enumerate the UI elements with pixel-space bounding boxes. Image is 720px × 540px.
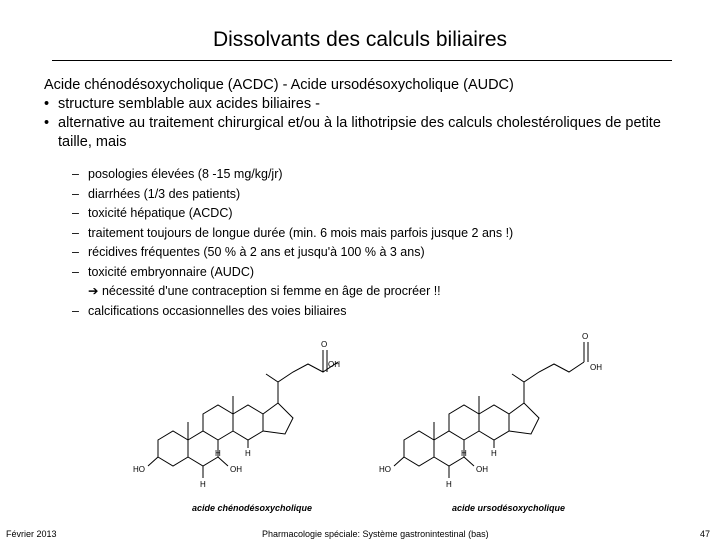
atom-label: OH [476,465,488,474]
footer-date: Février 2013 [6,529,57,539]
dash-icon: – [72,245,79,259]
arrow-icon: ➔ [88,284,99,298]
bullet-item [44,95,694,114]
list-item [72,243,672,263]
bullet-icon: • [44,115,50,131]
bullet-text: alternative au traitement chirurgical et/ou à la lithotripsie des calculs cholestéroliques de petite taille, mais [58,115,661,150]
continuation-text: nécessité d'une contraception si femme en âge de procréer !! [101,284,441,298]
list-item-text: posologies élevées (8 -15 mg/kg/jr) [88,167,283,181]
list-item-text: diarrhées (1/3 des patients) [88,186,241,201]
dash-icon: – [72,206,79,220]
atom-label: HO [379,465,391,474]
list-item [72,263,672,283]
dash-icon: – [72,264,79,279]
list-item-text: traitement toujours de longue durée (min. 6 mois mais parfois jusque 2 ans !) [88,225,514,240]
acdc-structure [128,320,338,500]
dash-icon: – [72,186,79,201]
atom-label: H [461,449,467,458]
list-item [72,165,672,185]
intro-line: Acide chénodésoxycholique (ACDC) - Acide ursodésoxycholique (AUDC) [44,77,514,93]
dash-icon: – [72,303,79,318]
sub-list [72,165,672,321]
atom-label: O [582,332,589,341]
atom-label: H [446,480,452,489]
atom-label: H [200,480,206,489]
atom-label: HO [133,465,145,474]
steroid-skeleton [148,350,338,478]
page-number: 47 [700,529,711,539]
molecule-caption: acide chénodésoxycholique [192,503,313,513]
list-item-text: récidives fréquentes (50 % à 2 ans et jusqu'à 100 % à 3 ans) [88,245,425,259]
list-item [72,224,672,244]
list-item [72,302,672,322]
dash-icon: – [72,225,79,240]
bullet-text: structure semblable aux acides biliaires - [58,96,320,112]
list-item [72,204,672,224]
bullet-icon: • [44,96,50,112]
atom-label: H [215,449,221,458]
atom-label: OH [590,363,602,372]
list-item-text: toxicité embryonnaire (AUDC) [88,264,255,279]
atom-label: OH [230,465,242,474]
dash-icon: – [72,167,79,181]
list-item [72,185,672,205]
list-item-text: toxicité hépatique (ACDC) [88,206,233,220]
atom-label: OH [328,360,340,369]
bullet-item [44,114,694,152]
atom-label: H [245,449,251,458]
title-divider [52,60,672,61]
audc-structure [374,320,604,500]
atom-label: O [321,340,328,349]
list-item-text: calcifications occasionnelles des voies biliaires [88,303,347,318]
slide-title: Dissolvants des calculs biliaires [212,28,508,51]
main-content [44,76,694,152]
footer-center: Pharmacologie spéciale: Système gastronintestinal (bas) [262,529,489,539]
atom-label: H [491,449,497,458]
continuation-line [72,282,672,302]
molecule-caption: acide ursodésoxycholique [452,503,566,513]
